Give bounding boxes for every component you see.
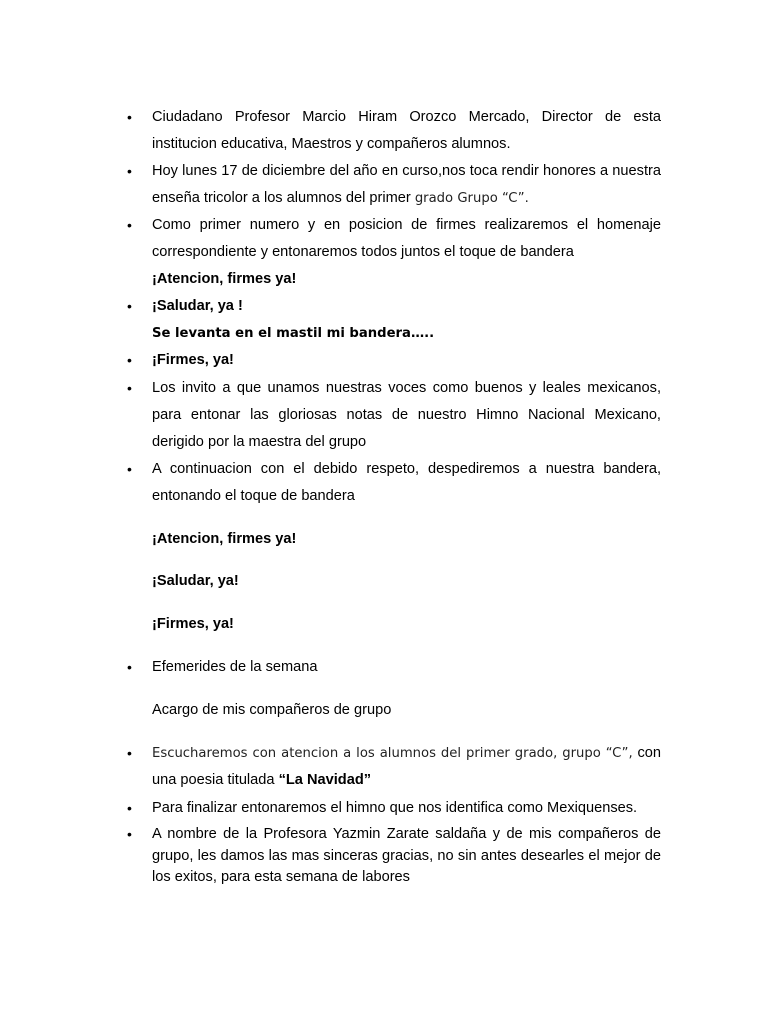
item-text: ¡Saludar, ya ! xyxy=(152,298,243,314)
item-text: Los invito a que unamos nuestras voces como buenos y leales mexicanos, para entonar las gloriosas notas de nuestro Himno Nacional Mexicano, derigido por la maestra del grupo xyxy=(152,380,661,450)
item-text: A continuacion con el debido respeto, despediremos a nuestra bandera, entonando el toque de bandera xyxy=(152,461,661,504)
command-line: Se levanta en el mastil mi bandera….. xyxy=(152,326,435,341)
item-text-alt: grado Grupo “C”. xyxy=(414,191,529,206)
list-item xyxy=(127,158,661,212)
list-item xyxy=(127,347,661,374)
bullet: • xyxy=(127,109,132,125)
list-item xyxy=(127,212,661,266)
item-text-bold: “La Navidad” xyxy=(278,772,372,788)
list-item xyxy=(127,104,661,158)
bullet: • xyxy=(127,217,132,233)
list-item xyxy=(127,293,661,320)
bullet: • xyxy=(127,461,132,477)
bullet: • xyxy=(127,163,132,179)
list-item xyxy=(127,824,661,889)
bullet: • xyxy=(127,352,132,368)
list-item xyxy=(127,654,661,681)
command-line: ¡Atencion, firmes ya! xyxy=(152,531,297,547)
item-text: Para finalizar entonaremos el himno que nos identifica como Mexiquenses. xyxy=(152,800,638,816)
item-text: Hoy lunes 17 de diciembre del año en curso,nos toca rendir honores a nuestra enseña tricolor a los alumnos del primer xyxy=(152,163,661,206)
list-item xyxy=(127,795,661,822)
list-item xyxy=(127,740,662,794)
bullet: • xyxy=(127,800,132,816)
bullet: • xyxy=(127,826,132,842)
bullet: • xyxy=(127,745,132,761)
bullet: • xyxy=(127,298,132,314)
item-text: Como primer numero y en posicion de firmes realizaremos el homenaje correspondiente y entonaremos todos juntos el toque de bandera xyxy=(152,217,661,260)
item-text: con una poesia titulada xyxy=(152,745,662,788)
note-line: Acargo de mis compañeros de grupo xyxy=(152,702,392,718)
item-text: A nombre de la Profesora Yazmin Zarate saldaña y de mis compañeros de grupo, les damos las mas sinceras gracias, no sin antes desearles el mejor de los exitos, para esta semana de labores xyxy=(152,826,661,885)
item-text-alt: Escucharemos con atencion a los alumnos del primer grado, grupo “C”, xyxy=(152,746,633,761)
item-text: Ciudadano Profesor Marcio Hiram Orozco Mercado, Director de esta institucion educativa, Maestros y compañeros alumnos. xyxy=(152,109,661,152)
command-line: ¡Atencion, firmes ya! xyxy=(152,271,297,287)
item-text: ¡Firmes, ya! xyxy=(152,352,234,368)
list-item xyxy=(127,375,661,456)
bullet: • xyxy=(127,380,132,396)
command-line: ¡Firmes, ya! xyxy=(152,616,234,632)
item-text: Efemerides de la semana xyxy=(152,659,318,675)
bullet: • xyxy=(127,659,132,675)
command-line: ¡Saludar, ya! xyxy=(152,573,239,589)
list-item xyxy=(127,456,661,510)
